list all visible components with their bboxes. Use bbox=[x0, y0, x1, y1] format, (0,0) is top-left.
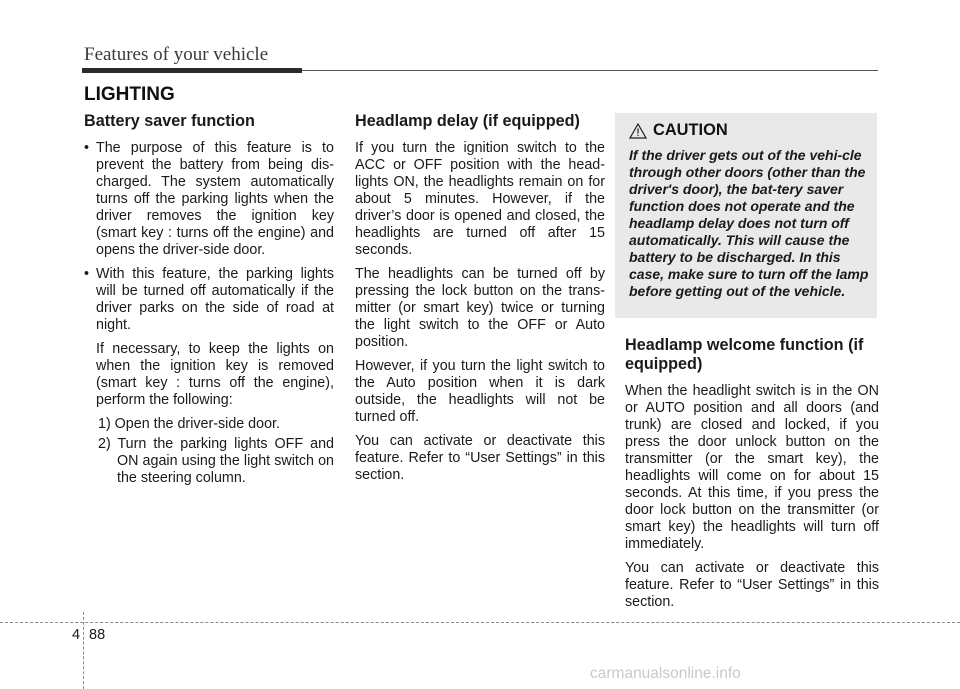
welcome-paragraph-2: You can activate or deactivate this feature. Refer to “User Settings” in this section. bbox=[625, 560, 879, 610]
battery-saver-heading: Battery saver function bbox=[84, 112, 255, 130]
battery-saver-bullet-1: • The purpose of this feature is to prevent the battery from being dis-charged. The system automatically turns off the parking lights when the driver removes the ignition key (smart key : turns off the engine) and opens the driver-side door. bbox=[84, 140, 334, 259]
page-number: 88 bbox=[89, 627, 106, 643]
footer-vertical-divider bbox=[83, 612, 84, 689]
header-rule bbox=[302, 70, 878, 71]
watermark: carmanualsonline.info bbox=[590, 665, 741, 682]
welcome-heading: Headlamp welcome function (if equipped) bbox=[625, 336, 864, 373]
header-bar bbox=[82, 68, 302, 73]
warning-triangle-icon bbox=[629, 123, 647, 139]
caution-title bbox=[629, 121, 728, 140]
battery-saver-step-1: 1) Open the driver-side door. bbox=[98, 416, 280, 432]
column-battery-saver bbox=[84, 112, 334, 494]
column-headlamp-delay bbox=[355, 112, 605, 491]
battery-saver-paragraph: If necessary, to keep the lights on when the ignition key is removed (smart key : turns off the engine), perform the following: bbox=[96, 341, 334, 408]
page-header-title: Features of your vehicle bbox=[84, 44, 269, 65]
caution-title-label: CAUTION bbox=[653, 121, 728, 139]
headlamp-delay-heading: Headlamp delay (if equipped) bbox=[355, 112, 580, 130]
section-heading: LIGHTING bbox=[84, 84, 175, 105]
caution-box bbox=[615, 113, 877, 318]
headlamp-delay-paragraph-4: You can activate or deactivate this feature. Refer to “User Settings” in this section. bbox=[355, 433, 605, 483]
battery-saver-bullet-2: • With this feature, the parking lights will be turned off automatically if the driver parks on the side of road at night. bbox=[84, 266, 334, 334]
chapter-number: 4 bbox=[72, 627, 81, 643]
welcome-paragraph-1: When the headlight switch is in the ON or AUTO position and all doors (and trunk) are closed and locked, if you press the door unlock button on the transmitter (or the smart key), the headlights will come on for about 15 seconds. At this time, if you press the door lock button on the transmitter (or smart key) the headlights will turn off immediately. bbox=[625, 383, 879, 552]
footer-divider bbox=[0, 622, 960, 623]
battery-saver-step-2: 2) Turn the parking lights OFF and ON again using the light switch on the steering column. bbox=[98, 436, 334, 486]
column-headlamp-welcome bbox=[625, 336, 879, 618]
caution-text: If the driver gets out of the vehi-cle through other doors (other than the driver's door), the bat-tery saver function does not operate and the headlamp delay does not turn off automatically. This will cause the battery to be discharged. In this case, make sure to turn off the lamp before getting out of the vehicle. bbox=[629, 147, 869, 299]
headlamp-delay-paragraph-3: However, if you turn the light switch to the Auto position when it is dark outside, the headlights will not be turned off. bbox=[355, 358, 605, 425]
headlamp-delay-paragraph-2: The headlights can be turned off by pressing the lock button on the trans-mitter (or smart key) twice or turning the light switch to the OFF or Auto position. bbox=[355, 266, 605, 350]
headlamp-delay-paragraph-1: If you turn the ignition switch to the ACC or OFF position with the head-lights ON, the headlights remain on for about 5 minutes. However, if the driver’s door is opened and closed, the headlights are turned off after 15 seconds. bbox=[355, 140, 605, 258]
